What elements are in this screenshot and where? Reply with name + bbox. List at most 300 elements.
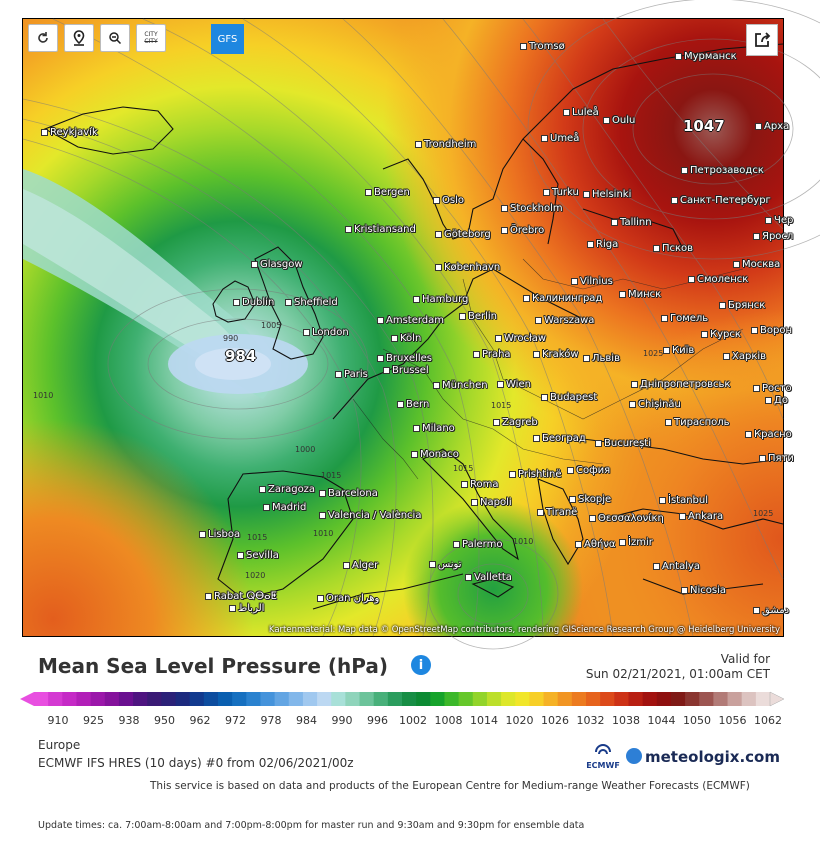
city-label (681, 165, 764, 176)
city-marker (543, 189, 550, 196)
city-label (665, 417, 730, 428)
model-run-label: ECMWF IFS HRES (10 days) #0 from 02/06/2021/00z (38, 756, 354, 770)
city-name: Barcelona (328, 488, 378, 499)
city-name: İzmir (628, 537, 653, 548)
city-label (755, 121, 789, 132)
isobar-label: 1015 (247, 533, 268, 542)
isobar-label: 1015 (321, 471, 342, 480)
city-label (583, 353, 620, 364)
valid-label: Valid for (720, 652, 770, 666)
city-label (679, 511, 723, 522)
city-name: Курск (710, 329, 741, 340)
city-label (263, 502, 306, 513)
color-scale-swatch (317, 692, 332, 706)
color-scale-bar (20, 689, 784, 709)
valid-datetime: Sun 02/21/2021, 01:00am CET (585, 667, 770, 681)
city-toggle-label: CITY (144, 31, 158, 38)
city-marker (397, 401, 404, 408)
color-scale-swatch (388, 692, 403, 706)
city-name: Минск (628, 289, 662, 300)
city-marker (391, 335, 398, 342)
color-scale-tick-label: 925 (83, 714, 104, 727)
city-marker (765, 217, 772, 224)
city-marker (335, 371, 342, 378)
color-scale-swatch (275, 692, 290, 706)
color-scale-swatch (260, 692, 275, 706)
city-name: Budapest (550, 392, 598, 403)
city-label (433, 380, 488, 391)
city-label (537, 507, 577, 518)
city-marker (285, 299, 292, 306)
city-label (391, 333, 421, 344)
meteologix-logo[interactable] (626, 748, 780, 766)
city-name: Zagreb (502, 417, 538, 428)
city-label (319, 510, 421, 521)
color-scale-tick-label: 1020 (505, 714, 534, 727)
city-marker (659, 497, 666, 504)
color-scale-ticks (20, 714, 784, 730)
city-label (365, 187, 410, 198)
city-name: London (312, 327, 349, 338)
color-scale-swatch (713, 692, 728, 706)
city-label (461, 479, 499, 490)
city-label (675, 51, 737, 62)
city-marker (345, 226, 352, 233)
city-name: Bergen (374, 187, 410, 198)
city-label (603, 115, 635, 126)
city-marker (563, 109, 570, 116)
isobar-label: 1020 (245, 571, 266, 580)
location-button[interactable] (64, 24, 94, 52)
city-label (587, 239, 618, 250)
city-marker (537, 509, 544, 516)
city-name: Sevilla (246, 550, 279, 561)
city-label (259, 484, 315, 495)
city-marker (665, 419, 672, 426)
city-label (589, 513, 664, 524)
city-label (413, 423, 455, 434)
city-label (543, 187, 579, 198)
city-name: Москва (742, 259, 781, 270)
city-name: Warszawa (544, 315, 595, 326)
city-label (319, 488, 378, 499)
city-marker (501, 205, 508, 212)
city-marker (653, 563, 660, 570)
city-marker (679, 513, 686, 520)
city-label (688, 274, 748, 285)
city-name: Пяти (768, 453, 794, 464)
city-name: Росто (762, 383, 792, 394)
city-name: Санкт-Петербург (680, 195, 771, 206)
color-scale-swatch (685, 692, 700, 706)
city-name: Praha (482, 349, 511, 360)
city-marker (701, 331, 708, 338)
city-name: Paris (344, 369, 368, 380)
city-marker (753, 607, 760, 614)
city-label (435, 262, 500, 273)
color-scale-swatch (133, 692, 148, 706)
city-label (345, 224, 416, 235)
city-name: Αθήνα (584, 539, 616, 550)
city-marker (567, 467, 574, 474)
city-name: Helsinki (592, 189, 632, 200)
city-name: Київ (672, 345, 695, 356)
city-label (413, 294, 468, 305)
city-marker (465, 574, 472, 581)
color-scale-swatch (147, 692, 162, 706)
valid-time (586, 652, 770, 682)
city-label (523, 293, 602, 304)
city-marker (459, 313, 466, 320)
city-name: Смоленск (697, 274, 749, 285)
city-marker (473, 351, 480, 358)
city-name: Яросл (762, 231, 794, 242)
color-scale-swatch (459, 692, 474, 706)
city-label (251, 259, 303, 270)
city-marker (723, 353, 730, 360)
city-marker (377, 355, 384, 362)
city-marker (675, 53, 682, 60)
city-label (719, 300, 765, 311)
color-scale-tick-label: 1008 (434, 714, 463, 727)
city-name: Красно (754, 429, 792, 440)
city-name: Nicosia (690, 585, 726, 596)
color-scale-tick-label: 1044 (647, 714, 676, 727)
city-label (619, 289, 661, 300)
city-label (611, 217, 652, 228)
color-scale-swatch (614, 692, 629, 706)
city-marker (263, 504, 270, 511)
city-marker (413, 425, 420, 432)
city-label (453, 539, 502, 550)
color-scale-swatch (303, 692, 318, 706)
city-name: Θεσσαλονίκη (598, 513, 664, 524)
color-scale-tick-label: 1032 (576, 714, 605, 727)
city-marker (199, 531, 206, 538)
city-label (733, 259, 780, 270)
city-label (509, 469, 561, 480)
city-marker (765, 397, 772, 404)
color-scale-swatch (487, 692, 502, 706)
city-marker (415, 141, 422, 148)
city-marker (629, 401, 636, 408)
city-label (411, 449, 459, 460)
isobar-label: 990 (223, 334, 239, 343)
refresh-button[interactable] (28, 24, 58, 52)
region-label: Europe (38, 738, 81, 752)
city-marker (509, 471, 516, 478)
city-marker (631, 381, 638, 388)
color-scale-swatch (176, 692, 191, 706)
color-scale-tick-label: 1038 (612, 714, 640, 727)
city-label (575, 539, 615, 550)
city-marker (229, 605, 236, 612)
city-label (569, 494, 611, 505)
city-name: Madrid (272, 502, 307, 513)
city-name: Oslo (442, 195, 464, 206)
city-label (471, 497, 512, 508)
city-label (205, 591, 277, 602)
city-name: Prishtinë (518, 469, 562, 480)
city-marker (688, 276, 695, 283)
city-name: Харків (732, 351, 767, 362)
city-marker (619, 291, 626, 298)
city-label (41, 127, 98, 138)
city-label (415, 139, 476, 150)
city-name: Oran وهران (326, 593, 380, 604)
city-name: Брянск (728, 300, 766, 311)
city-name: Palermo (462, 539, 503, 550)
city-name: Riga (596, 239, 619, 250)
city-marker (319, 490, 326, 497)
color-scale-tick-label: 1062 (754, 714, 782, 727)
city-name: Örebro (510, 225, 545, 236)
city-name: Wien (506, 379, 531, 390)
city-label (753, 383, 792, 394)
city-marker (365, 189, 372, 196)
city-marker (251, 261, 258, 268)
color-scale-swatch (246, 692, 261, 706)
refresh-icon (36, 31, 50, 45)
city-label (459, 311, 497, 322)
city-marker (671, 197, 678, 204)
city-marker (433, 382, 440, 389)
city-label (383, 365, 429, 376)
city-marker (501, 227, 508, 234)
color-scale-max-arrow (770, 692, 784, 706)
city-name: Bern (406, 399, 430, 410)
city-marker (759, 455, 766, 462)
color-scale-tick-label: 972 (225, 714, 246, 727)
city-name: Monaco (420, 449, 459, 460)
city-marker (583, 355, 590, 362)
city-name: Псков (662, 243, 694, 254)
city-marker (205, 593, 212, 600)
color-scale-tick-label: 938 (118, 714, 140, 727)
city-marker (575, 541, 582, 548)
city-marker (745, 431, 752, 438)
city-label (233, 297, 274, 308)
city-label (343, 560, 378, 571)
city-label (397, 399, 429, 410)
share-button[interactable] (746, 24, 778, 56)
city-label (567, 465, 610, 476)
city-label (535, 315, 594, 326)
city-label (659, 495, 708, 506)
city-label (571, 276, 613, 287)
city-marker (317, 595, 324, 602)
city-label (629, 399, 681, 410)
brand-text: meteologix.com (645, 748, 780, 766)
city-label (377, 353, 432, 364)
pressure-field (23, 19, 783, 636)
city-marker (471, 499, 478, 506)
isobar-label: 1010 (313, 529, 334, 538)
city-marker (663, 347, 670, 354)
city-name: دمشق (762, 605, 790, 616)
color-scale-swatch (161, 692, 176, 706)
color-scale-swatch (544, 692, 559, 706)
city-name: București (604, 438, 651, 449)
city-name: Ворон (760, 325, 792, 336)
city-marker (603, 117, 610, 124)
city-marker (541, 135, 548, 142)
city-label (465, 572, 512, 583)
city-name: تونس (438, 559, 462, 570)
color-scale-swatch (91, 692, 106, 706)
city-name: Valencia / València (328, 510, 422, 521)
city-marker (377, 317, 384, 324)
city-marker (343, 562, 350, 569)
city-name: Berlin (468, 311, 498, 322)
city-label (653, 243, 693, 254)
color-scale-swatch (374, 692, 389, 706)
color-scale-swatch (416, 692, 431, 706)
city-name: Milano (422, 423, 455, 434)
color-scale-tick-label: 1002 (399, 714, 427, 727)
color-scale-swatch (600, 692, 615, 706)
city-name: Luleå (572, 107, 599, 118)
city-marker (237, 552, 244, 559)
map-attribution: Kartenmaterial: Map data © OpenStreetMap contributors, rendering GIScience Research Group @ Heidelberg University (268, 625, 780, 635)
city-label (493, 417, 538, 428)
color-scale-swatch (430, 692, 445, 706)
update-times: Update times: ca. 7:00am-8:00am and 7:00pm-8:00pm for master run and 9:30am and 9:30pm for ensemble data (38, 820, 585, 831)
city-marker (753, 233, 760, 240)
isobar-label: 1015 (453, 464, 474, 473)
zoom-out-icon (108, 31, 122, 45)
city-name: Дніпропетровськ (640, 379, 731, 390)
color-scale-swatch (190, 692, 205, 706)
city-marker (41, 129, 48, 136)
city-name: Kristiansand (354, 224, 416, 235)
color-scale-swatch (756, 692, 771, 706)
city-name: Тирасполь (674, 417, 730, 428)
color-scale-swatch (204, 692, 219, 706)
city-label (533, 433, 586, 444)
city-name: Napoli (480, 497, 512, 508)
city-name: Trondheim (424, 139, 477, 150)
color-scale-swatch (232, 692, 247, 706)
color-scale-swatch (444, 692, 459, 706)
color-scale-swatch (586, 692, 601, 706)
city-label (583, 189, 631, 200)
info-icon[interactable]: i (411, 655, 431, 675)
city-marker (595, 440, 602, 447)
city-marker (571, 278, 578, 285)
color-scale-swatch (657, 692, 672, 706)
high-pressure-label: 1047 (683, 117, 725, 135)
city-name: Roma (470, 479, 499, 490)
city-name: Tromsø (529, 41, 565, 52)
zoom-out-button[interactable] (100, 24, 130, 52)
color-scale-swatch (473, 692, 488, 706)
isobar-label: 1025 (753, 509, 774, 518)
city-label (497, 379, 531, 390)
color-scale-swatch (699, 692, 714, 706)
city-label (520, 41, 565, 52)
isobar-label: 1005 (261, 321, 282, 330)
city-label (595, 438, 651, 449)
city-name: Zaragoza (268, 484, 316, 495)
low-pressure-label: 984 (225, 347, 257, 365)
isobar-label: 1010 (513, 537, 534, 546)
city-name: Antalya (662, 561, 701, 572)
city-label (501, 203, 563, 214)
color-scale-tick-label: 1014 (470, 714, 498, 727)
city-marker (383, 367, 390, 374)
city-marker (583, 191, 590, 198)
color-scale-tick-label: 996 (367, 714, 388, 727)
color-scale-tick-label: 1056 (718, 714, 747, 727)
city-marker (259, 486, 266, 493)
city-label (751, 325, 792, 336)
city-label (495, 333, 546, 344)
city-name: Rabat ⵕⴱⴰⵟ (214, 591, 277, 602)
city-name: Чер (774, 215, 794, 226)
city-name: София (576, 465, 611, 476)
city-name: Glasgow (260, 259, 303, 270)
city-label (429, 559, 461, 570)
city-name: Umeå (550, 133, 580, 144)
city-marker (523, 295, 530, 302)
city-marker (533, 351, 540, 358)
city-toggle-label-struck: CITY (144, 38, 158, 45)
ecmwf-logo (584, 745, 622, 770)
ecmwf-logo-icon (593, 745, 613, 759)
color-scale-swatch (48, 692, 63, 706)
city-marker (520, 43, 527, 50)
city-name: Brussel (392, 365, 429, 376)
city-marker (681, 167, 688, 174)
city-marker (719, 302, 726, 309)
city-label (335, 369, 368, 380)
city-marker (461, 481, 468, 488)
isobar-label: 1000 (295, 445, 316, 454)
city-label (533, 349, 579, 360)
city-marker (453, 541, 460, 548)
city-marker (413, 296, 420, 303)
city-name: Београд (542, 433, 586, 444)
share-icon (753, 31, 771, 49)
color-scale-swatch (501, 692, 516, 706)
city-label (541, 133, 579, 144)
color-scale-swatch (572, 692, 587, 706)
color-scale-swatch (218, 692, 233, 706)
city-label (701, 329, 741, 340)
city-marker (493, 419, 500, 426)
weather-map[interactable] (22, 18, 794, 637)
city-name: København (444, 262, 501, 273)
city-labels-toggle[interactable] (136, 24, 166, 52)
city-label (663, 345, 694, 356)
city-name: München (442, 380, 488, 391)
city-name: Калининград (532, 293, 603, 304)
city-name: Valletta (474, 572, 512, 583)
color-scale-swatch (558, 692, 573, 706)
city-label (745, 429, 792, 440)
city-marker (589, 515, 596, 522)
gfs-model-button[interactable]: GFS (211, 24, 244, 54)
color-scale-swatch (34, 692, 49, 706)
color-scale-tick-label: 950 (154, 714, 175, 727)
city-marker (303, 329, 310, 336)
city-name: Vilnius (580, 276, 613, 287)
city-name: Мурманск (684, 51, 737, 62)
meteologix-globe-icon (626, 748, 642, 764)
city-label (501, 225, 544, 236)
city-name: Dublin (242, 297, 275, 308)
